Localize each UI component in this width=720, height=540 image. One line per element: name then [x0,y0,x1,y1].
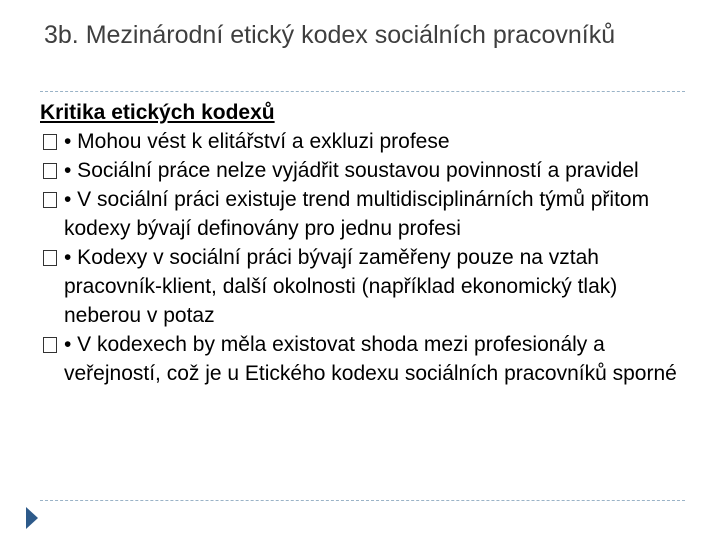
bullet-item [40,156,690,185]
bullet-item [40,243,690,330]
checkbox-outline-icon [40,185,64,214]
footer-divider [40,500,685,501]
bullet-text: • V sociální práci existuje trend multidisciplinárních týmů přitom kodexy bývají definovány pro jednu profesi [64,188,650,240]
section-heading: Kritika etických kodexů [40,101,275,124]
arrow-right-icon [25,506,39,535]
bullet-text: • Mohou vést k elitářství a exkluzi profese [64,130,450,153]
slide-content [40,98,690,388]
checkbox-outline-icon [40,156,64,185]
bullet-list [40,127,690,388]
bullet-text: • V kodexech by měla existovat shoda mezi profesionály a veřejností, což je u Etického kodexu sociálních pracovníků sporné [64,333,677,385]
checkbox-outline-icon [40,243,64,272]
bullet-item [40,185,690,243]
title-divider [40,91,685,92]
bullet-text: • Sociální práce nelze vyjádřit soustavou povinností a pravidel [64,159,639,182]
bullet-item [40,330,690,388]
slide-title: 3b. Mezinárodní etický kodex sociálních pracovníků [44,21,616,49]
checkbox-outline-icon [40,330,64,359]
bullet-text: • Kodexy v sociální práci bývají zaměřeny pouze na vztah pracovník-klient, další okolnosti (například ekonomický tlak) neberou v potaz [64,246,618,327]
bullet-item [40,127,690,156]
checkbox-outline-icon [40,127,64,156]
